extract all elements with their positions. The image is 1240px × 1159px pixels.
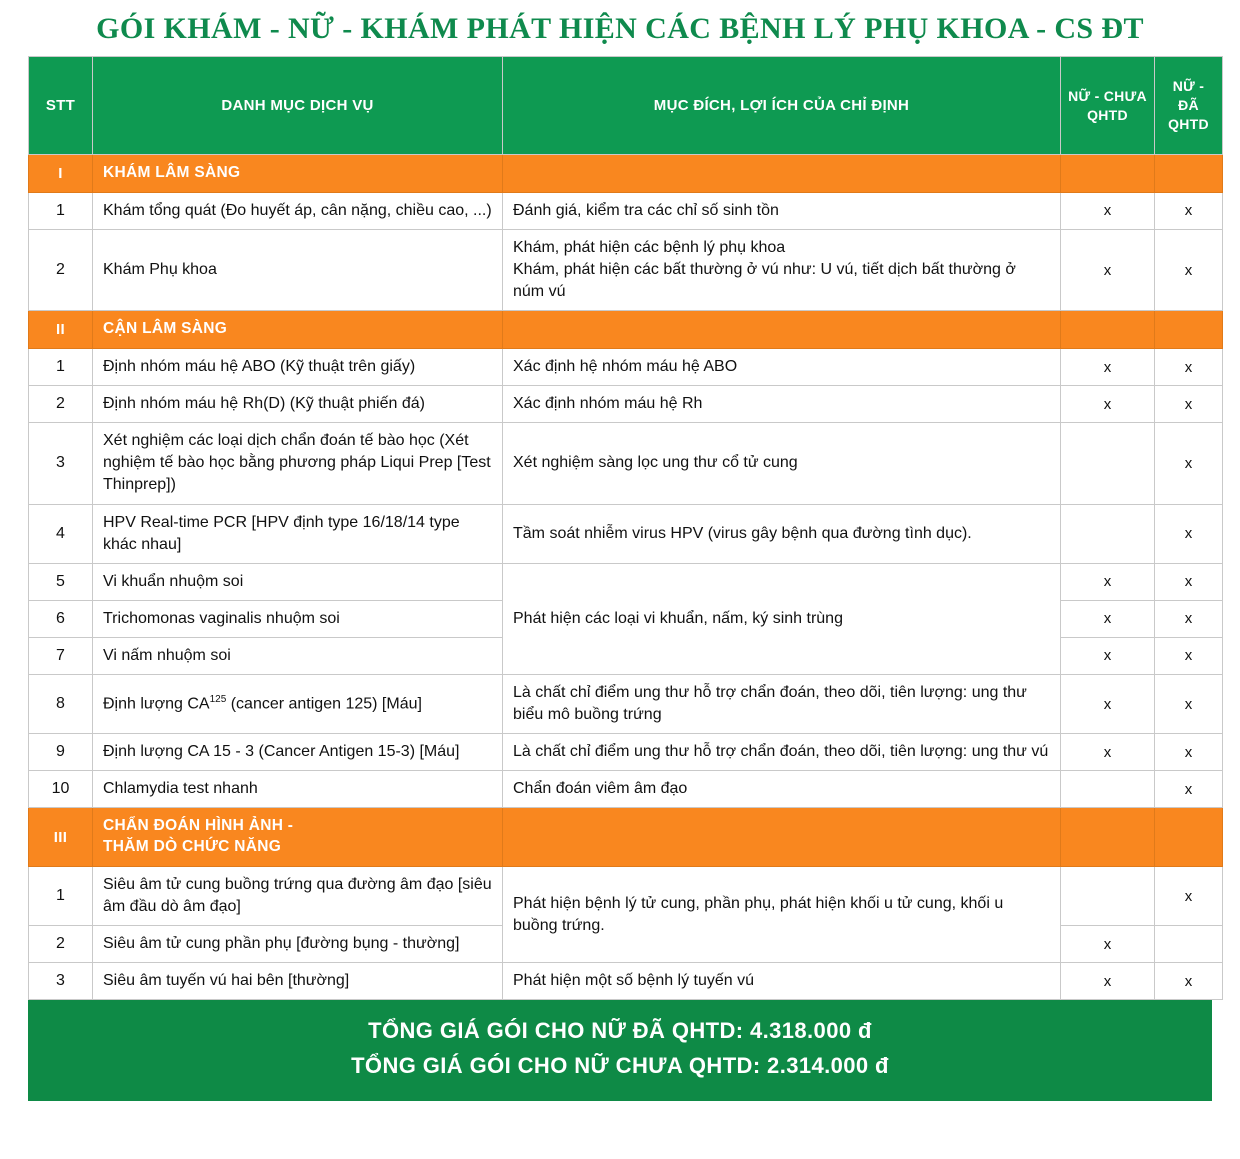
mark-female-qhtd: x bbox=[1155, 600, 1223, 637]
service-purpose: Đánh giá, kiểm tra các chỉ số sinh tồn bbox=[503, 192, 1061, 229]
totals-banner bbox=[28, 1000, 1212, 1100]
mark-female-qhtd: x bbox=[1155, 423, 1223, 504]
mark-female-qhtd: x bbox=[1155, 563, 1223, 600]
service-name-superscript: 125 bbox=[209, 693, 227, 705]
row-number: 2 bbox=[29, 386, 93, 423]
service-name: Chlamydia test nhanh bbox=[93, 771, 503, 808]
table-row bbox=[29, 734, 1223, 771]
table-row bbox=[29, 963, 1223, 1000]
service-name: Định lượng CA 15 - 3 (Cancer Antigen 15-3) [Máu] bbox=[93, 734, 503, 771]
service-name: Siêu âm tuyến vú hai bên [thường] bbox=[93, 963, 503, 1000]
total-price-chua-qhtd: TỔNG GIÁ GÓI CHO NỮ CHƯA QHTD: 2.314.000 đ bbox=[351, 1052, 889, 1078]
mark-female-not-qhtd: x bbox=[1061, 674, 1155, 733]
service-name: Vi nấm nhuộm soi bbox=[93, 637, 503, 674]
service-name: Định nhóm máu hệ ABO (Kỹ thuật trên giấy) bbox=[93, 349, 503, 386]
section-blank-chua bbox=[1061, 311, 1155, 349]
mark-female-not-qhtd bbox=[1061, 867, 1155, 926]
section-blank-da bbox=[1155, 311, 1223, 349]
row-number: 2 bbox=[29, 230, 93, 311]
page-title: GÓI KHÁM - NỮ - KHÁM PHÁT HIỆN CÁC BỆNH LÝ PHỤ KHOA - CS ĐT bbox=[96, 12, 1144, 45]
table-row bbox=[29, 386, 1223, 423]
section-header-row bbox=[29, 311, 1223, 349]
mark-female-not-qhtd: x bbox=[1061, 637, 1155, 674]
mark-female-qhtd: x bbox=[1155, 734, 1223, 771]
table-row bbox=[29, 423, 1223, 504]
table-row bbox=[29, 230, 1223, 311]
mark-female-qhtd: x bbox=[1155, 637, 1223, 674]
row-number: 5 bbox=[29, 563, 93, 600]
mark-female-qhtd: x bbox=[1155, 230, 1223, 311]
table-container bbox=[0, 56, 1240, 1000]
service-purpose: Phát hiện một số bệnh lý tuyến vú bbox=[503, 963, 1061, 1000]
table-row bbox=[29, 349, 1223, 386]
service-purpose: Tầm soát nhiễm virus HPV (virus gây bệnh qua đường tình dục). bbox=[503, 504, 1061, 563]
row-number: 6 bbox=[29, 600, 93, 637]
mark-female-not-qhtd bbox=[1061, 771, 1155, 808]
service-purpose: Xác định hệ nhóm máu hệ ABO bbox=[503, 349, 1061, 386]
service-package-table bbox=[28, 56, 1223, 1000]
section-blank-da bbox=[1155, 808, 1223, 867]
row-number: 2 bbox=[29, 926, 93, 963]
mark-female-qhtd: x bbox=[1155, 963, 1223, 1000]
section-header-row bbox=[29, 155, 1223, 193]
service-purpose: Chẩn đoán viêm âm đạo bbox=[503, 771, 1061, 808]
section-title: KHÁM LÂM SÀNG bbox=[93, 155, 503, 193]
service-name: Xét nghiệm các loại dịch chẩn đoán tế bào học (Xét nghiệm tế bào học bằng phương pháp Liqui Prep [Test Thinprep]) bbox=[93, 423, 503, 504]
mark-female-not-qhtd: x bbox=[1061, 349, 1155, 386]
row-number: 8 bbox=[29, 674, 93, 733]
section-blank-da bbox=[1155, 155, 1223, 193]
service-purpose: Là chất chỉ điểm ung thư hỗ trợ chẩn đoán, theo dõi, tiên lượng: ung thư vú bbox=[503, 734, 1061, 771]
section-blank-chua bbox=[1061, 155, 1155, 193]
section-number: I bbox=[29, 155, 93, 193]
mark-female-qhtd: x bbox=[1155, 867, 1223, 926]
mark-female-not-qhtd: x bbox=[1061, 963, 1155, 1000]
mark-female-qhtd: x bbox=[1155, 349, 1223, 386]
service-name: HPV Real-time PCR [HPV định type 16/18/14 type khác nhau] bbox=[93, 504, 503, 563]
section-header-row bbox=[29, 808, 1223, 867]
table-row bbox=[29, 771, 1223, 808]
mark-female-not-qhtd bbox=[1061, 423, 1155, 504]
service-purpose: Xác định nhóm máu hệ Rh bbox=[503, 386, 1061, 423]
row-number: 9 bbox=[29, 734, 93, 771]
table-row bbox=[29, 192, 1223, 229]
table-row bbox=[29, 867, 1223, 926]
service-name: Vi khuẩn nhuộm soi bbox=[93, 563, 503, 600]
section-number: III bbox=[29, 808, 93, 867]
mark-female-qhtd bbox=[1155, 926, 1223, 963]
mark-female-not-qhtd: x bbox=[1061, 926, 1155, 963]
service-name: Khám tổng quát (Đo huyết áp, cân nặng, chiều cao, ...) bbox=[93, 192, 503, 229]
service-purpose: Phát hiện các loại vi khuẩn, nấm, ký sinh trùng bbox=[503, 563, 1061, 674]
row-number: 1 bbox=[29, 192, 93, 229]
mark-female-qhtd: x bbox=[1155, 192, 1223, 229]
table-body bbox=[29, 155, 1223, 1000]
table-row bbox=[29, 674, 1223, 733]
row-number: 3 bbox=[29, 423, 93, 504]
row-number: 1 bbox=[29, 349, 93, 386]
mark-female-not-qhtd: x bbox=[1061, 734, 1155, 771]
section-blank-purpose bbox=[503, 311, 1061, 349]
table-row bbox=[29, 504, 1223, 563]
mark-female-qhtd: x bbox=[1155, 504, 1223, 563]
service-name: Định lượng CA$^{125}$ (cancer antigen 125) [Máu] bbox=[93, 674, 503, 733]
section-number: II bbox=[29, 311, 93, 349]
mark-female-not-qhtd: x bbox=[1061, 230, 1155, 311]
header-row bbox=[29, 57, 1223, 155]
table-row bbox=[29, 563, 1223, 600]
mark-female-not-qhtd bbox=[1061, 504, 1155, 563]
service-purpose: Xét nghiệm sàng lọc ung thư cổ tử cung bbox=[503, 423, 1061, 504]
row-number: 1 bbox=[29, 867, 93, 926]
service-name: Định nhóm máu hệ Rh(D) (Kỹ thuật phiến đá) bbox=[93, 386, 503, 423]
mark-female-not-qhtd: x bbox=[1061, 563, 1155, 600]
section-blank-purpose bbox=[503, 808, 1061, 867]
service-name: Khám Phụ khoa bbox=[93, 230, 503, 311]
service-purpose: Là chất chỉ điểm ung thư hỗ trợ chẩn đoán, theo dõi, tiên lượng: ung thư biểu mô buồng trứng bbox=[503, 674, 1061, 733]
service-purpose: Khám, phát hiện các bệnh lý phụ khoa Khám, phát hiện các bất thường ở vú như: U vú, tiết dịch bất thường ở núm vú bbox=[503, 230, 1061, 311]
mark-female-qhtd: x bbox=[1155, 386, 1223, 423]
total-price-qhtd: TỔNG GIÁ GÓI CHO NỮ ĐÃ QHTD: 4.318.000 đ bbox=[368, 1018, 872, 1044]
table-header bbox=[29, 57, 1223, 155]
mark-female-qhtd: x bbox=[1155, 674, 1223, 733]
row-number: 7 bbox=[29, 637, 93, 674]
column-header-female-qhtd: NỮ - ĐÃ QHTD bbox=[1155, 57, 1223, 155]
section-title: CHẨN ĐOÁN HÌNH ẢNH - THĂM DÒ CHỨC NĂNG bbox=[93, 808, 503, 867]
row-number: 10 bbox=[29, 771, 93, 808]
service-name: Trichomonas vaginalis nhuộm soi bbox=[93, 600, 503, 637]
row-number: 3 bbox=[29, 963, 93, 1000]
column-header-purpose: MỤC ĐÍCH, LỢI ÍCH CỦA CHỈ ĐỊNH bbox=[503, 57, 1061, 155]
service-purpose: Phát hiện bệnh lý tử cung, phần phụ, phát hiện khối u tử cung, khối u buồng trứng. bbox=[503, 867, 1061, 963]
service-name: Siêu âm tử cung buồng trứng qua đường âm đạo [siêu âm đầu dò âm đạo] bbox=[93, 867, 503, 926]
row-number: 4 bbox=[29, 504, 93, 563]
section-blank-purpose bbox=[503, 155, 1061, 193]
mark-female-not-qhtd: x bbox=[1061, 192, 1155, 229]
column-header-stt: STT bbox=[29, 57, 93, 155]
mark-female-not-qhtd: x bbox=[1061, 386, 1155, 423]
column-header-service: DANH MỤC DỊCH VỤ bbox=[93, 57, 503, 155]
column-header-female-not-qhtd: NỮ - CHƯA QHTD bbox=[1061, 57, 1155, 155]
mark-female-qhtd: x bbox=[1155, 771, 1223, 808]
mark-female-not-qhtd: x bbox=[1061, 600, 1155, 637]
service-name: Siêu âm tử cung phần phụ [đường bụng - thường] bbox=[93, 926, 503, 963]
section-title: CẬN LÂM SÀNG bbox=[93, 311, 503, 349]
section-blank-chua bbox=[1061, 808, 1155, 867]
